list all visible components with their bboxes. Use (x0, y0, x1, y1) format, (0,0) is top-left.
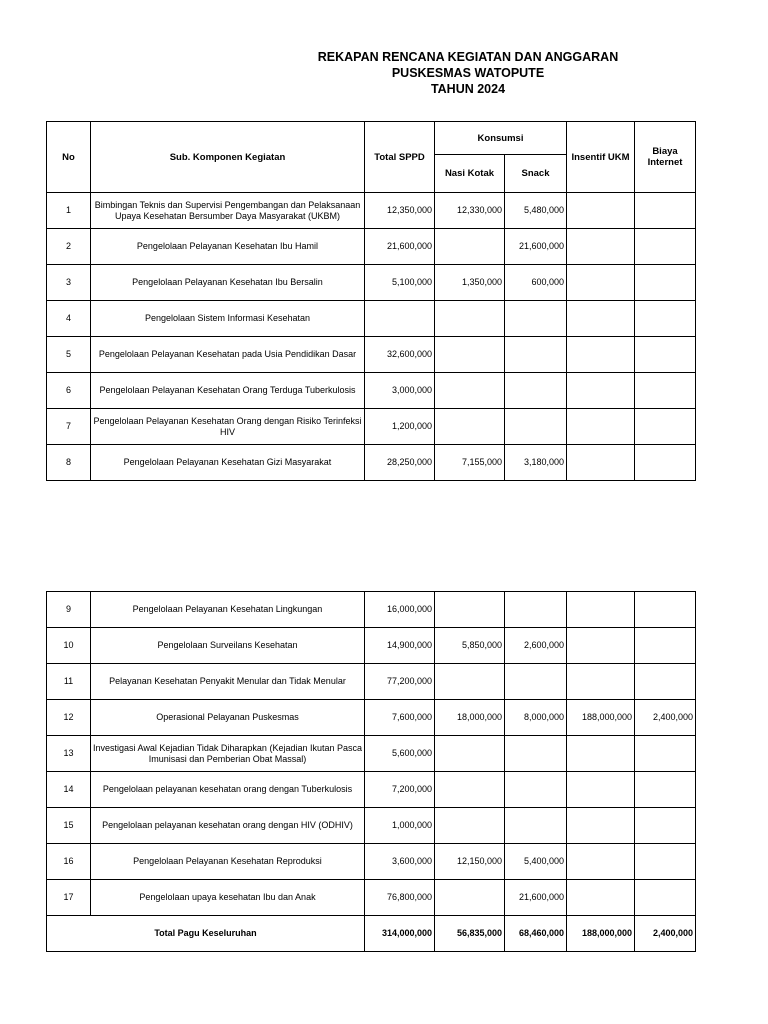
row-biaya-internet (635, 337, 696, 373)
row-number: 3 (47, 265, 91, 301)
header-biaya-internet: Biaya Internet (635, 122, 696, 193)
table-row (47, 301, 696, 337)
row-total-sppd: 32,600,000 (365, 337, 435, 373)
row-number: 17 (47, 880, 91, 916)
row-total-sppd: 16,000,000 (365, 592, 435, 628)
row-nasi-kotak: 12,330,000 (435, 193, 505, 229)
row-insentif-ukm (567, 193, 635, 229)
row-insentif-ukm (567, 229, 635, 265)
row-total-sppd: 1,200,000 (365, 409, 435, 445)
header-snack: Snack (505, 155, 567, 193)
header-nasi-kotak: Nasi Kotak (435, 155, 505, 193)
row-biaya-internet (635, 229, 696, 265)
row-number: 10 (47, 628, 91, 664)
row-insentif-ukm (567, 373, 635, 409)
row-nasi-kotak (435, 229, 505, 265)
budget-table-page-1 (46, 121, 696, 481)
row-nasi-kotak (435, 736, 505, 772)
row-number: 14 (47, 772, 91, 808)
header-konsumsi: Konsumsi (435, 122, 567, 155)
row-nasi-kotak (435, 373, 505, 409)
row-description: Pengelolaan Surveilans Kesehatan (91, 628, 365, 664)
row-insentif-ukm (567, 880, 635, 916)
row-description: Pengelolaan upaya kesehatan Ibu dan Anak (91, 880, 365, 916)
row-total-sppd: 5,100,000 (365, 265, 435, 301)
row-biaya-internet (635, 664, 696, 700)
total-sppd: 314,000,000 (365, 916, 435, 952)
row-nasi-kotak (435, 337, 505, 373)
title-line-2: PUSKESMAS WATOPUTE (391, 66, 545, 80)
row-insentif-ukm (567, 337, 635, 373)
row-snack (505, 592, 567, 628)
row-snack (505, 664, 567, 700)
row-nasi-kotak (435, 409, 505, 445)
document-title (0, 49, 768, 97)
row-description: Pengelolaan pelayanan kesehatan orang dengan Tuberkulosis (91, 772, 365, 808)
row-total-sppd: 77,200,000 (365, 664, 435, 700)
row-biaya-internet (635, 772, 696, 808)
row-snack: 21,600,000 (505, 229, 567, 265)
row-insentif-ukm (567, 772, 635, 808)
row-insentif-ukm (567, 664, 635, 700)
row-insentif-ukm (567, 265, 635, 301)
row-insentif-ukm (567, 844, 635, 880)
row-description: Pengelolaan Pelayanan Kesehatan Ibu Hamil (91, 229, 365, 265)
table-row (47, 445, 696, 481)
row-total-sppd: 1,000,000 (365, 808, 435, 844)
row-biaya-internet (635, 301, 696, 337)
header-no: No (47, 122, 91, 193)
total-snack: 68,460,000 (505, 916, 567, 952)
total-nasi-kotak: 56,835,000 (435, 916, 505, 952)
row-insentif-ukm (567, 445, 635, 481)
row-nasi-kotak: 18,000,000 (435, 700, 505, 736)
row-description: Bimbingan Teknis dan Supervisi Pengembangan dan Pelaksanaan Upaya Kesehatan Bersumber Daya Masyarakat (UKBM) (91, 193, 365, 229)
row-total-sppd: 28,250,000 (365, 445, 435, 481)
row-insentif-ukm (567, 409, 635, 445)
row-snack (505, 736, 567, 772)
row-total-sppd: 21,600,000 (365, 229, 435, 265)
total-row (47, 916, 696, 952)
row-biaya-internet (635, 628, 696, 664)
row-total-sppd: 3,000,000 (365, 373, 435, 409)
table-row (47, 229, 696, 265)
total-insentif-ukm: 188,000,000 (567, 916, 635, 952)
row-biaya-internet (635, 265, 696, 301)
table-row (47, 265, 696, 301)
table-row (47, 628, 696, 664)
row-number: 1 (47, 193, 91, 229)
row-biaya-internet (635, 808, 696, 844)
row-snack (505, 808, 567, 844)
row-biaya-internet: 2,400,000 (635, 700, 696, 736)
row-insentif-ukm: 188,000,000 (567, 700, 635, 736)
row-number: 8 (47, 445, 91, 481)
row-description: Pengelolaan Pelayanan Kesehatan Ibu Bersalin (91, 265, 365, 301)
row-insentif-ukm (567, 301, 635, 337)
row-total-sppd (365, 301, 435, 337)
row-total-sppd: 7,200,000 (365, 772, 435, 808)
row-snack: 2,600,000 (505, 628, 567, 664)
header-sub-komponen: Sub. Komponen Kegiatan (91, 122, 365, 193)
row-insentif-ukm (567, 808, 635, 844)
row-biaya-internet (635, 409, 696, 445)
title-line-3: TAHUN 2024 (430, 82, 506, 96)
row-number: 13 (47, 736, 91, 772)
row-insentif-ukm (567, 736, 635, 772)
row-snack: 600,000 (505, 265, 567, 301)
row-biaya-internet (635, 880, 696, 916)
table-row (47, 844, 696, 880)
row-description: Pengelolaan Pelayanan Kesehatan Reproduksi (91, 844, 365, 880)
row-biaya-internet (635, 373, 696, 409)
row-total-sppd: 76,800,000 (365, 880, 435, 916)
table-row (47, 772, 696, 808)
row-biaya-internet (635, 445, 696, 481)
row-description: Operasional Pelayanan Puskesmas (91, 700, 365, 736)
row-insentif-ukm (567, 592, 635, 628)
row-biaya-internet (635, 736, 696, 772)
row-nasi-kotak: 7,155,000 (435, 445, 505, 481)
table-row (47, 700, 696, 736)
row-number: 5 (47, 337, 91, 373)
row-snack (505, 772, 567, 808)
row-nasi-kotak (435, 301, 505, 337)
row-number: 16 (47, 844, 91, 880)
row-number: 6 (47, 373, 91, 409)
row-biaya-internet (635, 844, 696, 880)
header-insentif-ukm: Insentif UKM (567, 122, 635, 193)
row-nasi-kotak: 1,350,000 (435, 265, 505, 301)
row-snack: 21,600,000 (505, 880, 567, 916)
row-snack (505, 409, 567, 445)
row-snack (505, 301, 567, 337)
table-row (47, 664, 696, 700)
row-total-sppd: 3,600,000 (365, 844, 435, 880)
row-description: Investigasi Awal Kejadian Tidak Diharapkan (Kejadian Ikutan Pasca Imunisasi dan Pemberian Obat Massal) (91, 736, 365, 772)
table-row (47, 373, 696, 409)
row-number: 7 (47, 409, 91, 445)
row-nasi-kotak (435, 880, 505, 916)
row-biaya-internet (635, 592, 696, 628)
row-description: Pengelolaan Sistem Informasi Kesehatan (91, 301, 365, 337)
row-number: 9 (47, 592, 91, 628)
row-snack: 3,180,000 (505, 445, 567, 481)
row-number: 15 (47, 808, 91, 844)
row-nasi-kotak (435, 772, 505, 808)
row-total-sppd: 14,900,000 (365, 628, 435, 664)
table-row (47, 736, 696, 772)
table-row (47, 880, 696, 916)
row-number: 4 (47, 301, 91, 337)
total-label: Total Pagu Keseluruhan (47, 916, 365, 952)
row-nasi-kotak (435, 664, 505, 700)
row-total-sppd: 7,600,000 (365, 700, 435, 736)
row-number: 2 (47, 229, 91, 265)
table-row (47, 808, 696, 844)
row-snack: 5,480,000 (505, 193, 567, 229)
row-number: 12 (47, 700, 91, 736)
title-line-1: REKAPAN RENCANA KEGIATAN DAN ANGGARAN (317, 50, 619, 64)
budget-table-page-2 (46, 591, 696, 952)
row-description: Pengelolaan Pelayanan Kesehatan Lingkungan (91, 592, 365, 628)
table-row (47, 409, 696, 445)
row-total-sppd: 5,600,000 (365, 736, 435, 772)
total-biaya-internet: 2,400,000 (635, 916, 696, 952)
row-snack (505, 373, 567, 409)
row-snack: 8,000,000 (505, 700, 567, 736)
row-nasi-kotak (435, 808, 505, 844)
row-snack: 5,400,000 (505, 844, 567, 880)
row-biaya-internet (635, 193, 696, 229)
row-description: Pengelolaan Pelayanan Kesehatan Orang dengan Risiko Terinfeksi HIV (91, 409, 365, 445)
row-total-sppd: 12,350,000 (365, 193, 435, 229)
row-description: Pengelolaan Pelayanan Kesehatan Orang Terduga Tuberkulosis (91, 373, 365, 409)
row-description: Pengelolaan Pelayanan Kesehatan Gizi Masyarakat (91, 445, 365, 481)
table-row (47, 193, 696, 229)
row-description: Pelayanan Kesehatan Penyakit Menular dan Tidak Menular (91, 664, 365, 700)
table-row (47, 337, 696, 373)
row-description: Pengelolaan pelayanan kesehatan orang dengan HIV (ODHIV) (91, 808, 365, 844)
row-nasi-kotak: 5,850,000 (435, 628, 505, 664)
table-row (47, 592, 696, 628)
row-insentif-ukm (567, 628, 635, 664)
row-nasi-kotak: 12,150,000 (435, 844, 505, 880)
row-snack (505, 337, 567, 373)
header-total-sppd: Total SPPD (365, 122, 435, 193)
row-description: Pengelolaan Pelayanan Kesehatan pada Usia Pendidikan Dasar (91, 337, 365, 373)
row-nasi-kotak (435, 592, 505, 628)
row-number: 11 (47, 664, 91, 700)
